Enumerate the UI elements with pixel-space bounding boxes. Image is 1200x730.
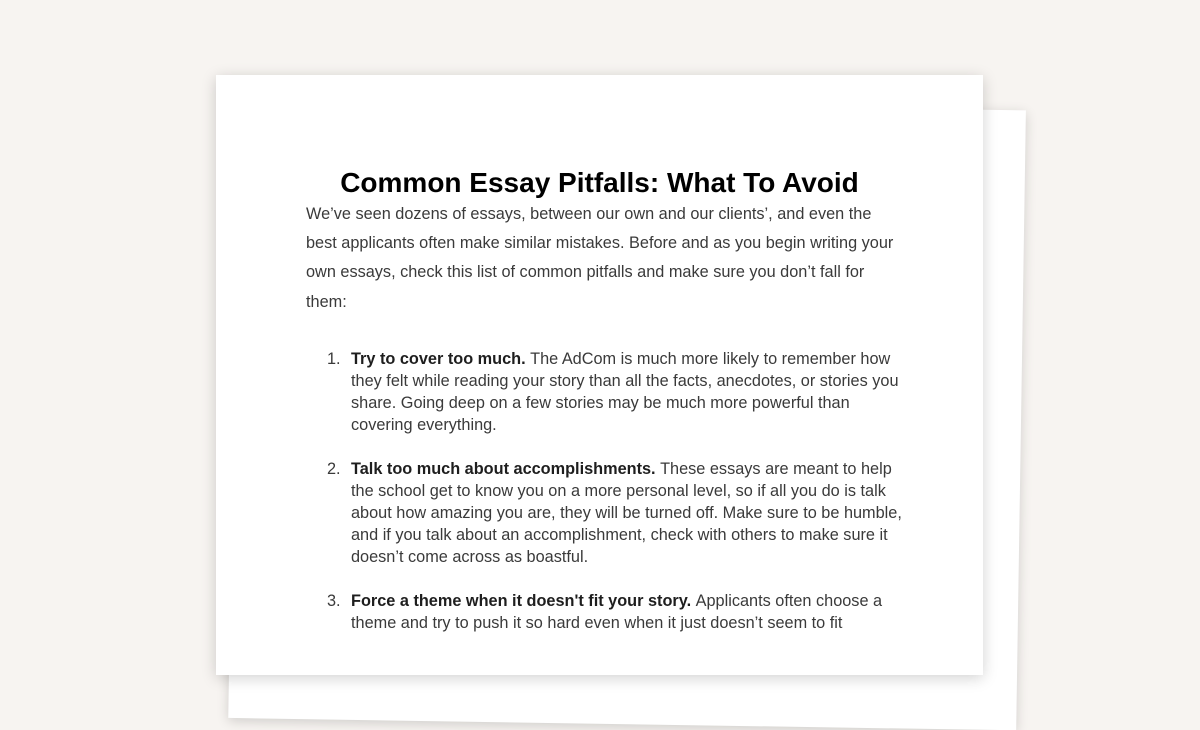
list-item [306,458,906,568]
list-item-number: 1. [327,350,341,368]
list-item-number: 2. [327,460,341,478]
intro-paragraph: We’ve seen dozens of essays, between our own and our clients’, and even the best applicants often make similar mistakes. Before and as you begin writing your own essays, check this list of common pitfalls and make sure you don’t fall for them: [306,205,894,311]
list-item-heading: Try to cover too much. [351,350,531,368]
list-item [306,590,906,634]
list-item-text: The AdCom is much more likely to remember how they felt while reading your story than all the facts, anecdotes, or stories you share. Going deep on a few stories may be much more powerful than covering everything. [351,350,899,434]
document-page [216,75,983,675]
list-item-heading: Talk too much about accomplishments. [351,460,661,478]
list-item [306,348,906,436]
document-title: Common Essay Pitfalls: What To Avoid [340,167,859,198]
list-item-text: Applicants often choose a theme and try to push it so hard even when it just doesn’t seem to fit [351,592,883,632]
list-item-heading: Force a theme when it doesn't fit your story. [351,592,696,610]
pitfall-list [306,348,906,656]
list-item-text: These essays are meant to help the school get to know you on a more personal level, so if all you do is talk about how amazing you are, they will be turned off. Make sure to be humble, and if you talk about an accomplishment, check with others to make sure it doesn’t come across as boastful. [351,460,902,566]
list-item-number: 3. [327,592,341,610]
